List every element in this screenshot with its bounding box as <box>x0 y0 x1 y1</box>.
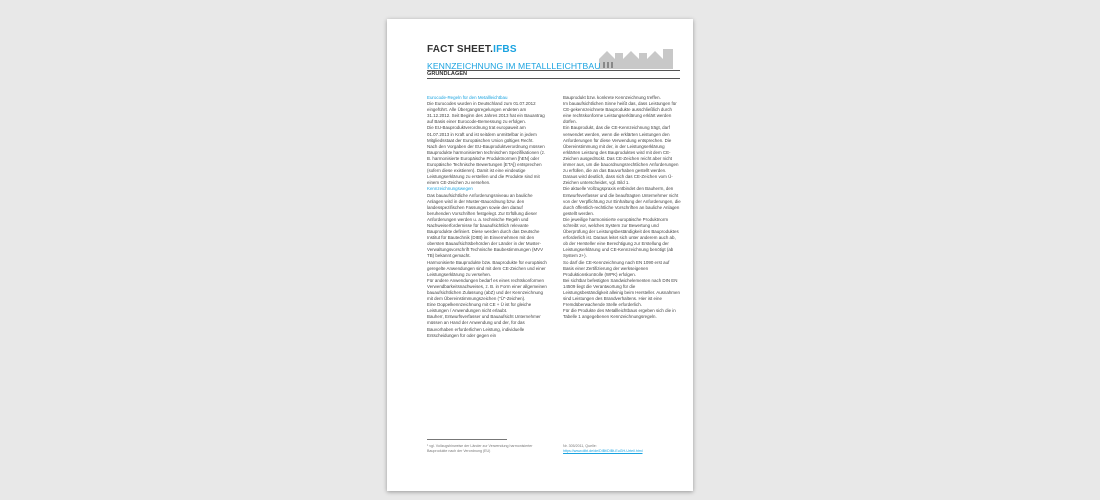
footnote: ¹ vgl. Vollzugshinweise der Länder zur Verwendung harmonisierter Bauprodukte nach der Verordnung (EU) <box>427 444 533 453</box>
paragraph: Bei sichtbar befestigten Sandwichelementen nach DIN EN 14509 liegt die Verantwortung für die Leistungsbeständigkeit alleinig beim Hersteller. Ausnahmen sind Leistungen des Brandverhaltens. Hier ist eine Fremdüberwachende Stelle erforderlich. <box>563 277 680 308</box>
brand-logo-text: FACT SHEET.IFBS <box>427 44 517 55</box>
paragraph: Die Eurocodes wurden in Deutschland zum 01.07.2012 eingeführt. Alle Übergangsregelungen endeten am 31.12.2012. Seit Beginn des Jahres 2013 hat ein Bauantrag auf Basis einer Eurocode-Bemessung zu erfolgen. <box>427 101 545 125</box>
left-column-text <box>427 95 547 339</box>
paragraph: Die jeweilige harmonisierte europäische Produktnorm schreibt vor, welches System zur Bewertung und Überprüfung der Leistungsbeständigkeit des Bauproduktes erforderlich ist. Daraus leitet sich unter anderem auch ab, ob der Hersteller eine Berechtigung zur Erstellung der Leistungserklärung und CE-Kennzeichnung benötigt (ab System 2+). <box>563 216 679 259</box>
paragraph: Die EU-Bauproduktverordnung trat europaweit am 01.07.2013 in Kraft und ist seitdem unmittelbar in jedem Mitgliedsstaat der Europäischen Union gültiges Recht. <box>427 125 537 143</box>
paragraph: Bauherr, Entwurfsverfasser und Bauaufsicht Unternehmer müssen an Hand der Anwendung und der, für das Bauvorhaben erforderlichen Leistung, individuelle Entscheidungen für oder gegen ein <box>427 314 541 338</box>
source-reference: Nr. 305/2011, Quelle: https://www.dibt.de/de/DIBt/DIBt-EuGH-Urteil.html <box>563 444 643 453</box>
paragraph: Bauprodukt bzw. konkrete Kennzeichnung treffen. <box>563 95 661 100</box>
right-column-text <box>563 95 681 320</box>
document-page <box>387 19 693 491</box>
document-title: KENNZEICHNUNG IM METALLLEICHTBAU <box>427 61 601 71</box>
paragraph: Für die Produkte des Metallleichtbaus ergeben sich die in Tabelle 1 angegebenen Kennzeichnungsregeln. <box>563 308 676 320</box>
paragraph: Harmonisierte Bauprodukte bzw. Bauprodukte für europäisch geregelte Anwendungen sind mit dem CE-Zeichen und einer Leistungserklärung zu versehen. <box>427 259 547 277</box>
subheading: Kennzeichnungswegen <box>427 186 473 192</box>
factory-building-icon <box>597 47 679 69</box>
footnote-divider <box>427 439 507 440</box>
paragraph: So darf die CE-Kennzeichnung nach EN 1090 erst auf Basis einer Zertifizierung der werkseigenen Produktionskontrolle (WPK) erfolgen. <box>563 259 670 277</box>
paragraph: Im bauaufsichtlichen Sinne heißt das, dass Leistungen für CE-gekennzeichnete Bauprodukte ausschließlich durch eine rechtskonforme Leistungserklärung erklärt werden dürfen. <box>563 101 677 125</box>
paragraph: Das bauaufsichtliche Anforderungsniveau an bauliche Anlagen wird in der Muster-Bauordnung bzw. den landesspezifischen Fassungen sowie den darauf beruhenden Vorschriften festgelegt. Zur Erfüllung dieser Anforderungen werden u. a. technische Regeln und Nachweiserfordernisse für bauaufsichtlich relevante Bauprodukte definiert. Diese werden durch das Deutsche Institut für Bautechnik (DIBt) im Einvernehmen mit den obersten Bauaufsichtsbehörden der Länder in der Muster-Verwaltungsvorschrift Technische Baubestimmungen (MVV TB) bekannt gemacht. <box>427 192 544 259</box>
section-divider <box>427 78 680 79</box>
paragraph: Eine Doppelkennzeichnung mit CE + Ü ist für gleiche Leistungen / Anwendungen nicht erlaubt. <box>427 302 532 314</box>
section-label: GRUNDLAGEN <box>427 71 468 77</box>
paragraph: Die aktuelle Vollzugspraxis entbindet den Bauherrn, den Entwurfsverfasser und die beauftragten Unternehmer nicht von der Verpflichtung zur Einhaltung der Anforderungen, die durch öffentlich-rechtliche Vorschriften an bauliche Anlagen gestellt werden. <box>563 186 681 216</box>
subheading: Eurocode-Regeln für den Metallleichtbau <box>427 95 508 100</box>
paragraph: Nach den Vorgaben der EU-Bauproduktverordnung müssen Bauprodukte harmonisierten technischen Spezifikationen (z. B. harmonisierte Europäische Produktnormen [hEN] oder Europäische Technische Bewertungen [ETA]) entsprechen (sofern diese existieren). Damit ist eine eindeutige Leistungserklärung zu erstellen und die Produkte sind mit einem CE-Zeichen zu versehen. <box>427 143 546 186</box>
paragraph: Für andere Anwendungen bedarf es eines rechtskonformen Verwendbarkeitsnachweises, z. B. in Form einer allgemeinen bauaufsichtlichen Zulassung (abZ) und der Kennzeichnung mit dem Übereinstimmungszeichen ("Ü"-Zeichen). <box>427 277 547 302</box>
paragraph: Ein Bauprodukt, das die CE-Kennzeichnung trägt, darf verwendet werden, wenn die erklärten Leistungen den Anforderungen für diese Verwendung entsprechen. Die Übereinstimmung mit der, in der Leistungserklärung erklärten Leistung des Bauproduktes wird mit dem CE-Zeichen ausgedrückt. Das CE-Zeichen reicht aber nicht immer aus, um die bauordnungsrechtlichen Anforderungen zu erfüllen, die an das Bauvorhaben gestellt werden. Daraus wird deutlich, dass sich das CE-Zeichen vom Ü-Zeichen unterscheidet, vgl. Bild 1. <box>563 125 679 186</box>
source-link[interactable]: https://www.dibt.de/de/DIBt/DIBt-EuGH-Urteil.html <box>563 449 643 453</box>
